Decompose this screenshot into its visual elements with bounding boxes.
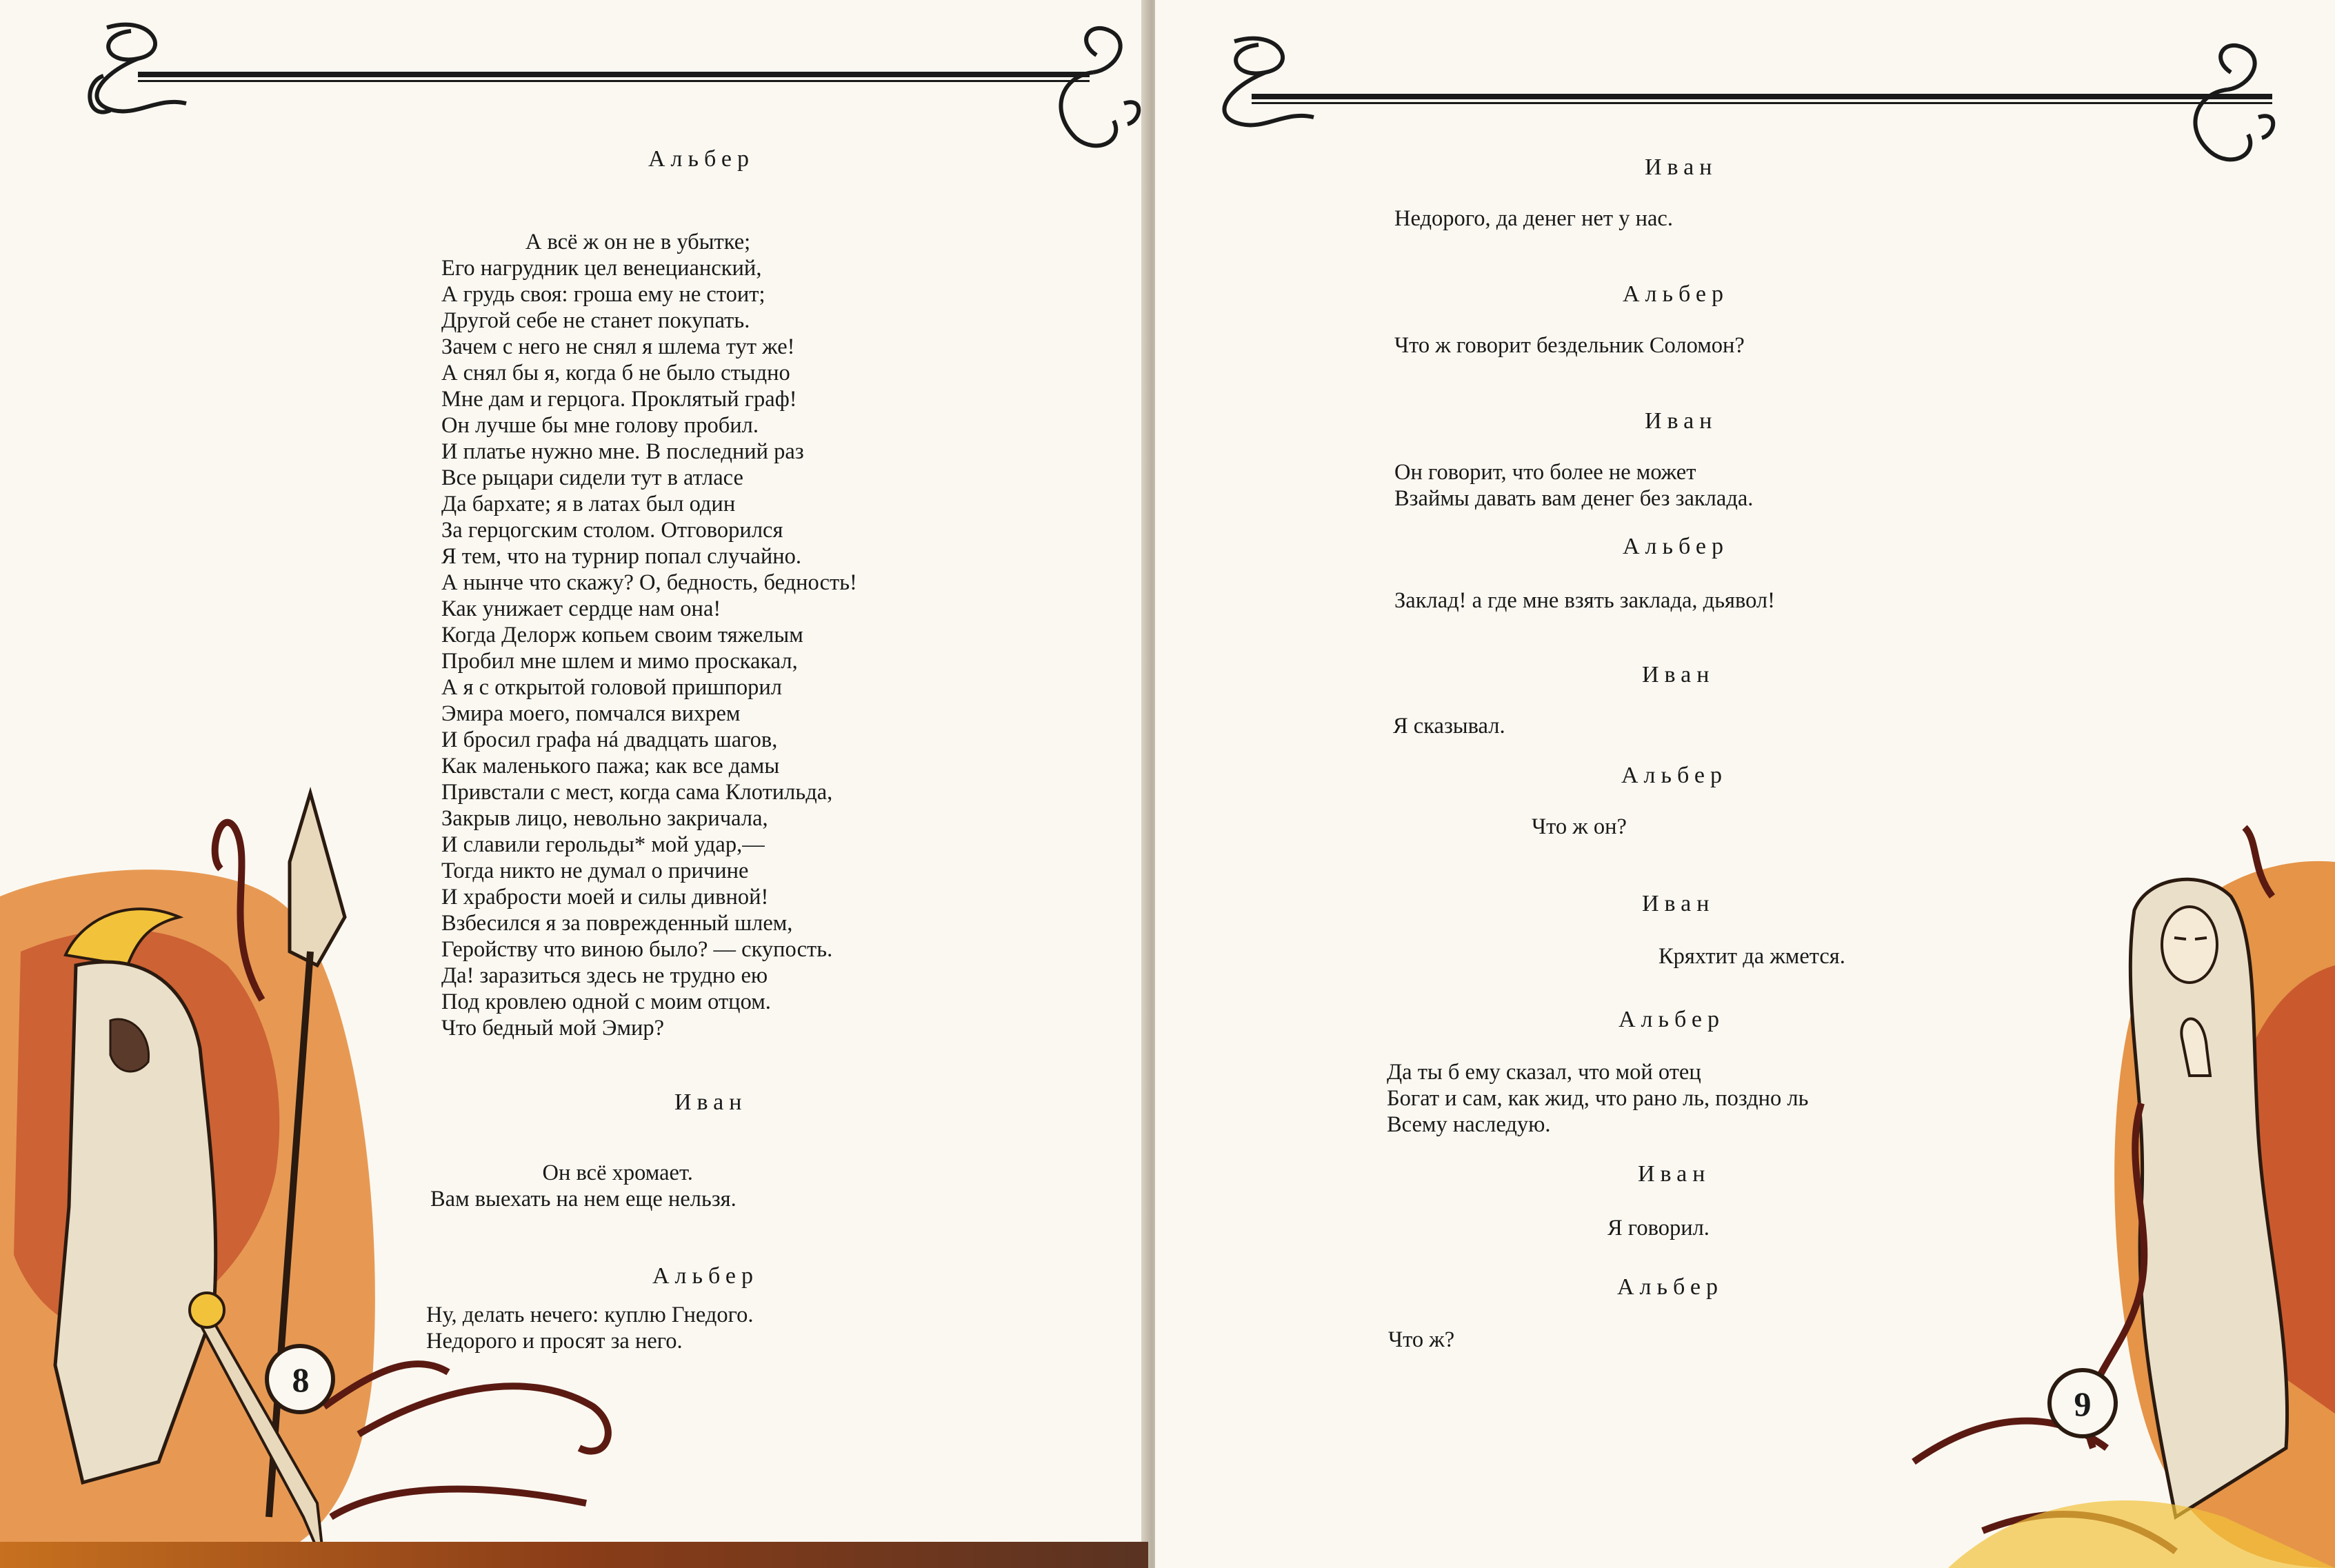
dialogue-line: Он всё хромает. Вам выехать на нем еще нельзя. [430,1160,736,1212]
speaker-name: Иван [674,1089,748,1115]
speaker-name: Альбер [1623,534,1729,559]
knight-illustration [0,793,375,1568]
page-number: 9 [2074,1385,2092,1423]
dialogue-line: Что ж говорит бездельник Соломон? [1394,333,1745,358]
speaker-name: Иван [1638,1161,1711,1187]
speaker-name: Альбер [648,146,754,172]
monologue: А всё ж он не в убытке; Его нагрудник цел венецианский, А грудь своя: гроша ему не стоит; Другой себе не станет покупать. Зачем с него не снял я шлема тут же! А снял бы я, когда б не было стыдно Мне дам и герцога. Проклятый граф! Он лучше бы мне голову пробил. И платье нужно мне. В последний раз Все рыцари сидели тут в атласе Да бархате; я в латах был один За герцогским столом. Отговорился Я тем, что на турнир попал случайно. А нынче что скажу? О, бедность, бедность! Как унижает сердце нам она! Когда Делорж копьем своим тяжелым Пробил мне шлем и мимо проскакал, А я с открытой головой пришпорил Эмира моего, помчался вихрем И бросил графа нá двадцать шагов, Как маленького пажа; как все дамы Привстали с мест, когда сама Клотильда, Закрыв лицо, невольно закричала, И славили герольды* мой удар,— Тогда никто не думал о причине И храбрости моей и силы дивной! Взбесился я за поврежденный шлем, Геройству что виною было? — скупость. Да! заразиться здесь не трудно ею Под кровлею одной с моим отцом. Что бедный мой Эмир? [441,230,857,1041]
flourish-left-icon [90,25,186,112]
dialogue-line: Я сказывал. [1393,714,1505,738]
left-page [0,0,1148,1568]
speaker-name: Иван [1645,154,1718,180]
dialogue-line: Я говорил. [1607,1216,1710,1240]
book-edge [0,1542,1148,1568]
speaker-name: Иван [1642,662,1715,687]
madonna-illustration [1914,827,2335,1568]
flourish-left-icon [1224,39,1314,125]
dialogue-line: Что ж? [1388,1327,1455,1352]
header-rule [1252,94,2272,104]
speaker-name: Альбер [652,1263,759,1289]
dialogue-line: Что ж он? [1532,814,1627,839]
dialogue-line: Заклад! а где мне взять заклада, дьявол! [1394,588,1775,613]
flourish-right-icon [1061,28,1139,145]
right-page-decoration [1155,0,2335,1568]
dialogue-line: Недорого, да денег нет у нас. [1394,206,1673,231]
dialogue-line: Да ты б ему сказал, что мой отец Богат и сам, как жид, что рано ль, поздно ль Всему наследую. [1387,1060,1809,1137]
dialogue-line: Ну, делать нечего: куплю Гнедого. Недорого и просят за него. [426,1303,754,1354]
right-page [1155,0,2335,1568]
header-rule [138,72,1090,82]
page-number: 8 [292,1360,310,1399]
speaker-name: Иван [1642,891,1715,916]
speaker-name: Иван [1645,408,1718,434]
speaker-name: Альбер [1619,1007,1725,1032]
speaker-name: Альбер [1617,1274,1723,1300]
dialogue-line: Он говорит, что более не может Взаймы давать вам денег без заклада. [1394,460,1754,511]
speaker-name: Альбер [1623,281,1729,307]
dialogue-line: Кряхтит да жмется. [1658,944,1845,969]
speaker-name: Альбер [1621,763,1727,788]
